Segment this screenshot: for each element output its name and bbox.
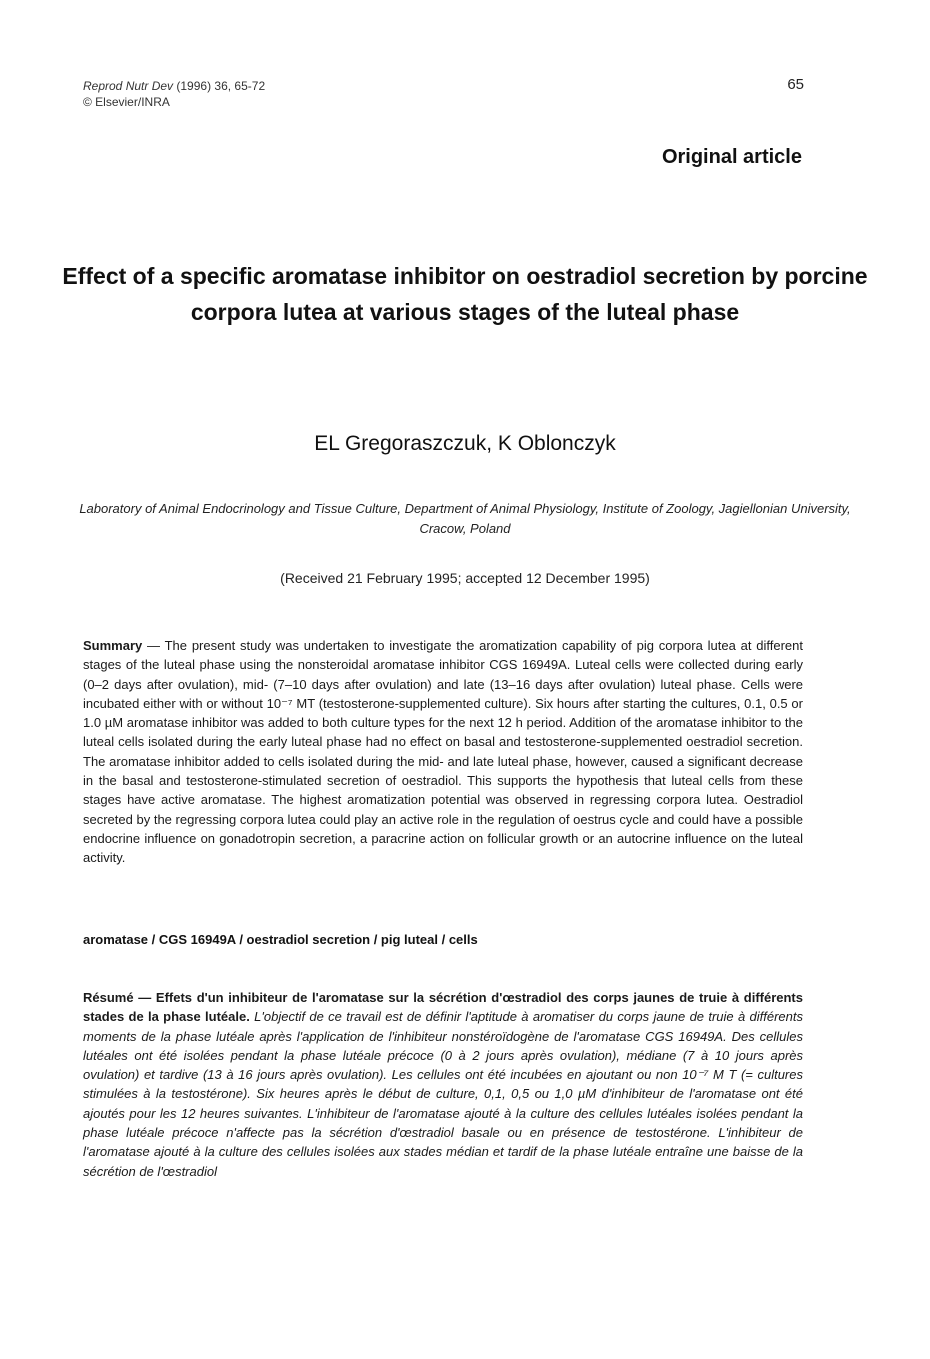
summary-text: — The present study was undertaken to investigate the aromatization capability of pig corpora lutea at different stages of the luteal phase using the nonsteroidal aromatase inhibitor CGS 16949A. Luteal cells were collected during early (0–2 days after ovulation), mid- (7–10 days after ovulation) and late (13–16 days after ovulation) luteal phase. Cells were incubated either with or without 10⁻⁷ MT (testosterone-supplemented culture). Six hours after starting the cultures, 0.1, 0.5 or 1.0 µM aromatase inhibitor was added to both culture types for the next 12 h period. Addition of the aromatase inhibitor to the luteal cells isolated during the early luteal phase had no effect on basal and testosterone-supplemented oestradiol secretion. The aromatase inhibitor added to cells isolated during the mid- and late luteal phase, however, caused a significant decrease in the basal and testosterone-stimulated secretion of oestradiol. This supports the hypothesis that luteal cells from these stages have active aromatase. The highest aromatization potential was observed in regressing corpora lutea. Oestradiol secreted by the regressing corpora lutea could play an active role in the regulation of oestrus cycle and could have a possible endocrine influence on gonadotropin secretion, a paracrine action on follicular growth or an autocrine influence on the luteal activity. — [83, 638, 803, 866]
keywords: aromatase / CGS 16949A / oestradiol secretion / pig luteal / cells — [83, 932, 478, 947]
summary-paragraph — [83, 636, 803, 868]
running-header — [83, 78, 265, 110]
journal-name: Reprod Nutr Dev — [83, 79, 174, 93]
journal-volume-pages: (1996) 36, 65-72 — [176, 79, 266, 93]
resume-paragraph — [83, 988, 803, 1181]
journal-citation — [83, 78, 265, 94]
affiliation: Laboratory of Animal Endocrinology and Tissue Culture, Department of Animal Physiology, Institute of Zoology, Jagiellonian University, Cracow, Poland — [79, 501, 851, 536]
resume-label: Résumé — [83, 990, 134, 1005]
paper-title: Effect of a specific aromatase inhibitor on oestradiol secretion by porcine corpora lutea at various stages of the luteal phase — [62, 263, 868, 325]
resume-title: — Effets d'un inhibiteur de l'aromatase sur la sécrétion d'œstradiol des corps jaunes de truie à différents stades de la phase lutéale. — [83, 990, 803, 1025]
authors: EL Gregoraszczuk, K Oblonczyk — [314, 432, 616, 455]
article-type-label: Original article — [661, 146, 802, 168]
summary-label: Summary — [83, 638, 143, 653]
page-number: 65 — [787, 76, 804, 93]
publisher: © Elsevier/INRA — [83, 95, 170, 109]
resume-text: L'objectif de ce travail est de définir l'aptitude à aromatiser du corps jaune de truie à différents moments de la phase lutéale après l'application de l'inhibiteur nonstéroïdogène de l'aromatase CGS 16949A. Des cellules lutéales ont été isolées pendant la phase lutéale précoce (0 à 2 jours après ovulation), médiane (7 à 10 jours après ovulation) et tardive (13 à 16 jours après ovulation). Les cellules ont été incubées en ajoutant ou non 10⁻⁷ M T (= cultures stimulées à la testostérone). Six heures après le début de culture, 0,1, 0,5 ou 1,0 µM d'inhibiteur de l'aromatase ont été ajoutés pour les 12 heures suivantes. L'inhibiteur de l'aromatase ajouté à la culture des cellules lutéales isolées pendant la phase lutéale précoce n'affecte pas la sécrétion d'œstradiol basale ou en présence de testostérone. L'inhibiteur de l'aromatase ajouté à la culture des cellules isolées aux stades médian et tardif de la phase lutéale entraîne une baisse de la sécrétion de l'œstradiol — [83, 1009, 803, 1179]
received-dates: (Received 21 February 1995; accepted 12 December 1995) — [280, 570, 650, 586]
